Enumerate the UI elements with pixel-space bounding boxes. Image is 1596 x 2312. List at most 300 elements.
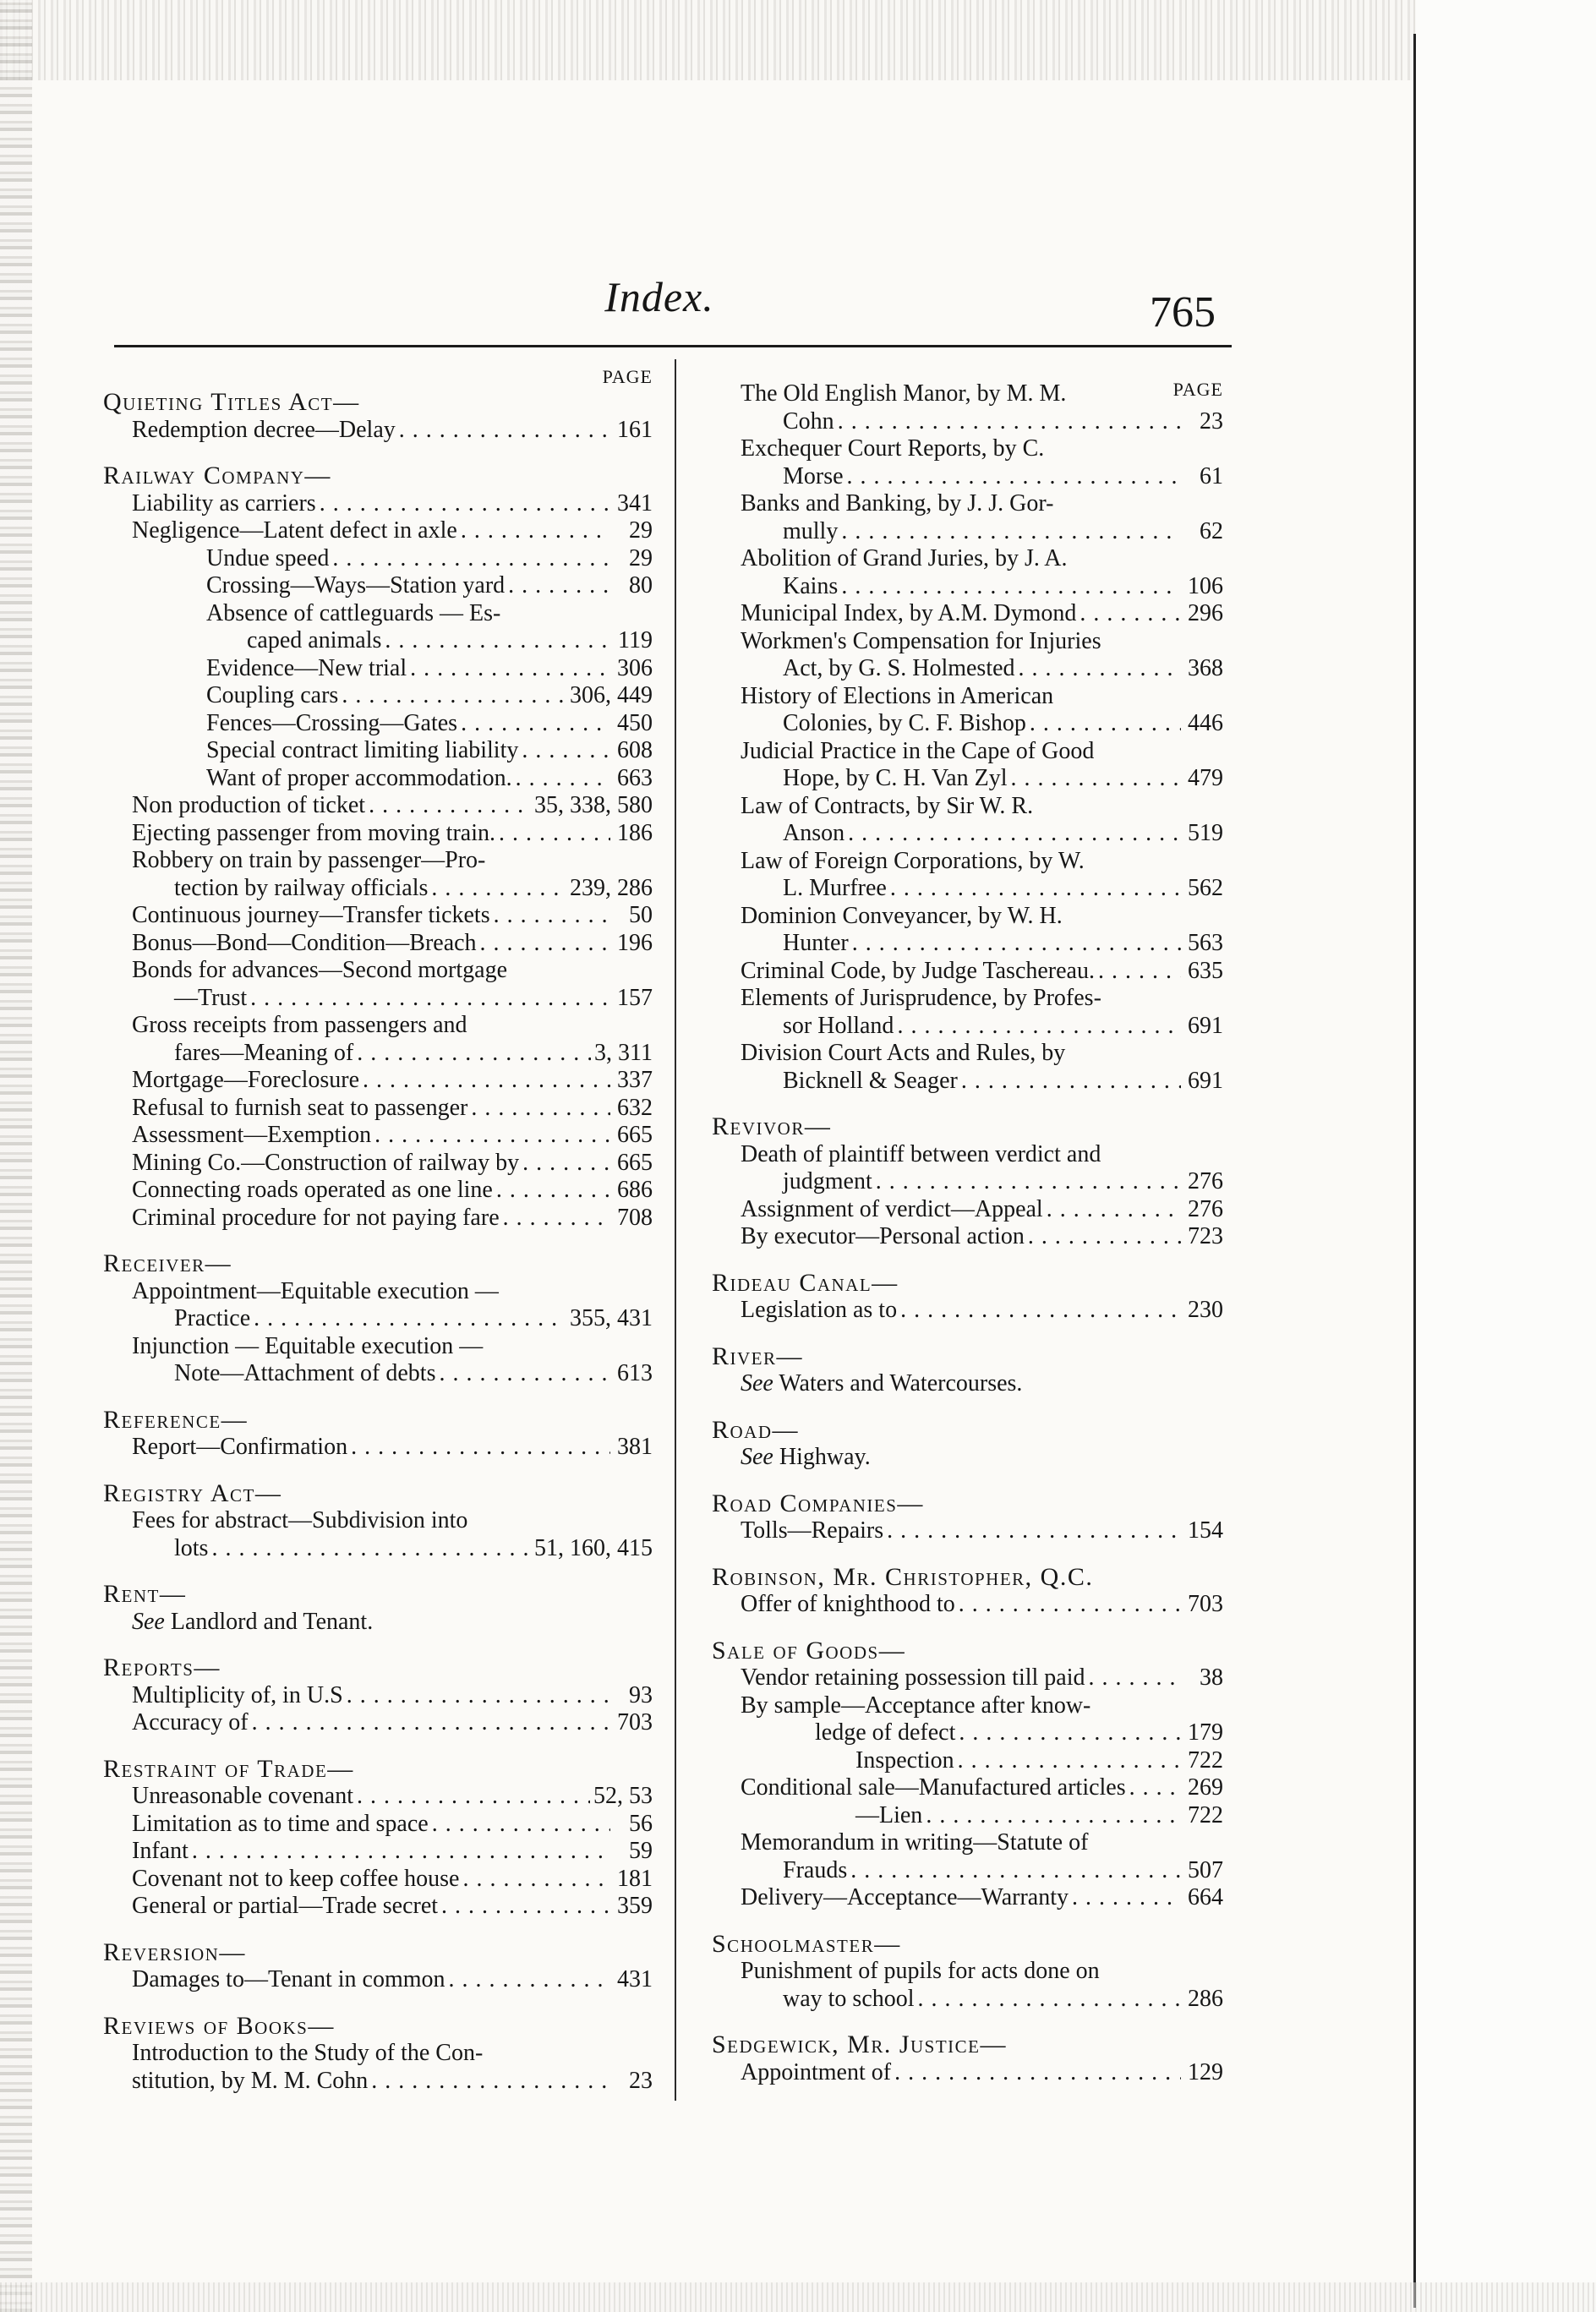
- leader-dots: [254, 1305, 566, 1333]
- index-entry: [103, 1150, 653, 1178]
- index-entry: [103, 902, 653, 930]
- index-heading: Reference—: [103, 1405, 249, 1434]
- leader-dots: [1030, 710, 1181, 738]
- index-entry-text: Act, by G. S. Holmested: [783, 655, 1015, 681]
- index-entry: [712, 1370, 1223, 1398]
- index-entry: [712, 1664, 1223, 1692]
- leader-dots: [252, 1709, 610, 1737]
- index-entry-text: ledge of defect: [815, 1719, 956, 1746]
- index-entry: [712, 1040, 1223, 1068]
- index-entry: [712, 1168, 1223, 1196]
- index-entry-page: 368: [1188, 655, 1223, 681]
- leader-dots: [522, 737, 610, 765]
- index-entry: [103, 1360, 653, 1388]
- index-column-right: PAGE The Old English Manor, by M. M. Cohn . . . 23 Exchequer Court Reports, by C. Morse . . . 61 Banks and Banking, by J. J. Gor- mully . . . 62 Abolition of Grand Juries, by J. A. Kains . . . 106 Municipal Index, by A.M. Dymond . . . 296 Workmen's Compensation for Injuries Act, by G. S. Holmested . . . 368 History of Elections in American Colonies, by C. F. Bishop . . . 446 Judicial Practice in the Cape of Good Hope, by C. H. Van Zyl . . . 479 Law of Contracts, by Sir W. R. Anson . . . 519 Law of Foreign Corporations, by W. L. Murfree . . . 562 Dominion Conveyancer, by W. H. Hunter . . . 563 Criminal Code, by Judge Taschereau. . . . 635 Elements of Jurisprudence, by Profes- sor Holland . . . 691 Division Court Acts and Rules, by Bicknell & Seager . . . 691 Revivor— Death of plaintiff between verdict and judgment . . . 276 Assignment of verdict—Appeal . . . 276 By executor—Personal action . . . 723 Rideau Canal— Legislation as to . . . 230 River— See Waters and Watercourses. Road— See Highway. Road Companies— Tolls—Repairs . . . 154 Robinson, Mr. Christopher, Q.C. Offer of knighthood to . . . 703 Sale of Goods— Vendor retaining possession till paid . . . 38 By sample—Acceptance after know- ledge of defect . . . 179 Inspection . . . 722 Conditional sale—Manufactured articles . . . 269 —Lien . . . 722 Memorandum in writing—Statute of Frauds . . . 507 Delivery—Acceptance—Warranty . . . 664 Schoolmaster— Punishment of pupils for acts done on way to school . . . 286 Sedgewick, Mr. Justice— Appointment of . . . 129: [712, 363, 1223, 2086]
- index-entry: [712, 765, 1223, 793]
- leader-dots: [399, 417, 610, 445]
- index-entry-page: 286: [1188, 1985, 1223, 2012]
- index-entry-page: 38: [1200, 1664, 1223, 1691]
- index-entry: [712, 1692, 1223, 1720]
- index-entry-page: 269: [1188, 1774, 1223, 1801]
- index-entry-page: 691: [1188, 1012, 1223, 1039]
- index-entry-page: 691: [1188, 1067, 1223, 1094]
- leader-dots: [363, 1067, 610, 1095]
- index-entry-page: 563: [1188, 930, 1223, 956]
- leader-dots: [1072, 1884, 1181, 1912]
- leader-dots: [850, 1857, 1181, 1885]
- leader-dots: [841, 573, 1181, 601]
- index-entry-text: Elements of Jurisprudence, by Profes-: [741, 985, 1101, 1011]
- index-entry-text: Conditional sale—Manufactured articles: [741, 1774, 1126, 1801]
- leader-dots: [847, 463, 1181, 491]
- index-entry: [103, 985, 653, 1013]
- index-heading: Reports—: [103, 1653, 221, 1681]
- index-entry-text: Kains: [783, 572, 839, 599]
- index-entry: [712, 1747, 1223, 1775]
- leader-dots: [471, 1095, 610, 1123]
- index-entry-page: 51, 160, 415: [534, 1534, 653, 1561]
- index-entry-text: stitution, by M. M. Cohn: [132, 2067, 369, 2094]
- index-entry-text: Offer of knighthood to: [741, 1591, 955, 1617]
- see-reference-target: Highway.: [773, 1444, 871, 1470]
- index-entry-page: 446: [1188, 710, 1223, 736]
- leader-dots: [522, 1150, 610, 1178]
- index-entry: [103, 1609, 653, 1637]
- index-entry-page: 708: [617, 1204, 653, 1231]
- index-entry-text: Tolls—Repairs: [741, 1517, 884, 1544]
- index-entry-text: Covenant not to keep coffee house: [132, 1865, 460, 1892]
- scan-noise-left: [0, 0, 32, 2312]
- index-entry-text: Liability as carriers: [132, 489, 316, 517]
- index-entry-text: Mortgage—Foreclosure: [132, 1067, 360, 1093]
- index-entry: [712, 628, 1223, 656]
- leader-dots: [516, 765, 610, 793]
- index-entry: [712, 1223, 1223, 1251]
- index-entry: [712, 518, 1223, 546]
- index-entry-page: 59: [629, 1838, 653, 1864]
- leader-dots: [431, 875, 566, 903]
- index-entry-page: 154: [1188, 1517, 1223, 1544]
- index-entry-text: —Trust: [174, 984, 248, 1011]
- index-heading: Road Companies—: [712, 1489, 924, 1517]
- index-entry-page: 306, 449: [570, 682, 653, 708]
- index-entry-text: Mining Co.—Construction of railway by: [132, 1149, 520, 1176]
- index-entry: [103, 1095, 653, 1123]
- index-entry-text: mully: [783, 517, 839, 544]
- index-entry: [103, 1177, 653, 1205]
- index-heading: River—: [712, 1342, 804, 1370]
- index-entry-page: 3, 311: [594, 1039, 653, 1066]
- index-entry: [712, 930, 1223, 958]
- index-entry: [103, 682, 653, 710]
- index-entry-page: 106: [1188, 572, 1223, 599]
- see-reference-target: Waters and Watercourses.: [773, 1370, 1023, 1396]
- index-entry-text: fares—Meaning of: [174, 1039, 354, 1066]
- index-entry: [103, 1040, 653, 1068]
- leader-dots: [374, 1122, 610, 1150]
- index-entry-text: Vendor retaining possession till paid: [741, 1664, 1085, 1691]
- index-entry-page: 296: [1188, 600, 1223, 626]
- index-heading: Receiver—: [103, 1249, 232, 1277]
- index-entry: [712, 435, 1223, 463]
- leader-dots: [211, 1535, 531, 1563]
- index-entry: [712, 985, 1223, 1013]
- index-entry: [712, 793, 1223, 821]
- index-entry-text: Introduction to the Study of the Con-: [132, 2040, 484, 2066]
- index-entry: [712, 1297, 1223, 1325]
- index-heading: Revivor—: [712, 1112, 832, 1140]
- leader-dots: [841, 518, 1181, 546]
- index-entry-text: Robbery on train by passenger—Pro-: [132, 847, 486, 873]
- leader-dots: [1010, 765, 1181, 793]
- index-entry-text: Frauds: [783, 1856, 848, 1883]
- index-entry-page: 23: [629, 2067, 653, 2094]
- index-entry-page: 93: [629, 1681, 653, 1708]
- leader-dots: [852, 930, 1181, 958]
- index-entry-text: Judicial Practice in the Cape of Good: [741, 737, 1095, 764]
- index-entry-page: 337: [617, 1067, 653, 1093]
- index-entry-text: Limitation as to time and space: [132, 1810, 429, 1837]
- index-entry-text: Abolition of Grand Juries, by J. A.: [741, 545, 1068, 571]
- index-entry-page: 119: [618, 627, 653, 653]
- index-entry-page: 479: [1188, 765, 1223, 791]
- leader-dots: [926, 1802, 1181, 1830]
- leader-dots: [357, 1783, 590, 1811]
- index-entry-text: Death of plaintiff between verdict and: [741, 1140, 1101, 1167]
- index-entry: [103, 1278, 653, 1306]
- leader-dots: [1019, 655, 1181, 683]
- index-entry-text: Punishment of pupils for acts done on: [741, 1958, 1100, 1984]
- index-entry: [712, 655, 1223, 683]
- leader-dots: [410, 655, 610, 683]
- index-entry-text: Bicknell & Seager: [783, 1067, 958, 1094]
- index-entry-text: Exchequer Court Reports, by C.: [741, 435, 1045, 462]
- index-entry-text: Continuous journey—Transfer tickets: [132, 902, 490, 928]
- leader-dots: [332, 545, 610, 573]
- index-entry: [712, 1986, 1223, 2014]
- index-entry: [712, 1196, 1223, 1224]
- index-entry: [103, 792, 653, 820]
- index-entry: [103, 710, 653, 738]
- index-entry: [712, 848, 1223, 876]
- index-entry-page: 722: [1188, 1801, 1223, 1828]
- index-entry: [103, 1709, 653, 1737]
- index-entry: [103, 545, 653, 573]
- index-entry-page: 355, 431: [570, 1305, 653, 1331]
- leader-dots: [461, 517, 610, 545]
- leader-dots: [503, 1205, 610, 1233]
- index-entry: [103, 417, 653, 445]
- leader-dots: [1079, 600, 1181, 628]
- index-entry-page: 35, 338, 580: [534, 792, 653, 818]
- index-entry: [712, 1068, 1223, 1096]
- leader-dots: [369, 792, 531, 820]
- leader-dots: [890, 875, 1181, 903]
- index-entry-text: By executor—Personal action: [741, 1223, 1025, 1249]
- leader-dots: [357, 1040, 591, 1068]
- index-entry-page: 613: [617, 1360, 653, 1386]
- scan-page-margin-right: [1416, 0, 1596, 2312]
- index-entry-page: 161: [617, 416, 653, 443]
- index-entry: [103, 627, 653, 655]
- index-entry-page: 450: [617, 709, 653, 736]
- index-entry: [103, 2068, 653, 2096]
- index-entry-page: 635: [1188, 957, 1223, 984]
- index-entry-page: 306: [617, 654, 653, 681]
- index-heading: Rideau Canal—: [712, 1268, 899, 1297]
- index-entry-text: Absence of cattleguards — Es-: [206, 599, 501, 626]
- index-entry: [712, 1958, 1223, 1986]
- index-entry: [712, 490, 1223, 518]
- leader-dots: [958, 1747, 1181, 1775]
- index-entry: [712, 463, 1223, 491]
- index-entry: [712, 710, 1223, 738]
- scan-noise-top: [0, 0, 1596, 80]
- index-entry-page: 722: [1188, 1746, 1223, 1774]
- index-entry-text: judgment: [783, 1168, 872, 1194]
- index-entry-text: sor Holland: [783, 1012, 894, 1039]
- index-entry: [712, 1591, 1223, 1619]
- leader-dots: [385, 627, 610, 655]
- index-entry-page: 276: [1188, 1168, 1223, 1194]
- index-entry-page: 703: [617, 1709, 653, 1735]
- index-entry-page: 665: [617, 1122, 653, 1148]
- index-entry-page: 230: [1188, 1297, 1223, 1323]
- index-heading: Railway Company—: [103, 462, 331, 489]
- index-entry-page: 664: [1188, 1884, 1223, 1910]
- index-entry: [712, 600, 1223, 628]
- index-entry-text: Hunter: [783, 930, 849, 956]
- index-entry-text: Undue speed: [206, 544, 330, 571]
- index-entry-page: 381: [617, 1434, 653, 1460]
- index-entry-page: 157: [617, 984, 653, 1011]
- index-entry-page: 62: [1200, 517, 1223, 544]
- index-entry-text: Criminal Code, by Judge Taschereau.: [741, 957, 1095, 984]
- leader-dots: [897, 1013, 1181, 1041]
- index-heading: Registry Act—: [103, 1478, 282, 1507]
- index-entry-text: Crossing—Ways—Station yard: [206, 572, 506, 598]
- index-entry: [712, 1802, 1223, 1830]
- index-entry-text: Infant: [132, 1838, 189, 1864]
- see-reference-label: See: [741, 1444, 773, 1470]
- leader-dots: [441, 1893, 610, 1921]
- index-entry-text: Redemption decree—Delay: [132, 416, 396, 443]
- leader-dots: [900, 1297, 1181, 1325]
- index-entry: [103, 765, 653, 793]
- index-entry: [103, 600, 653, 628]
- index-entry-text: Connecting roads operated as one line: [132, 1177, 493, 1203]
- index-entry: [103, 1893, 653, 1921]
- leader-dots: [887, 1517, 1181, 1545]
- index-entry-page: 632: [617, 1094, 653, 1121]
- index-entry-text: Evidence—New trial: [206, 654, 407, 681]
- index-entry-page: 665: [617, 1149, 653, 1176]
- leader-dots: [894, 2059, 1181, 2087]
- index-entry: [103, 820, 653, 848]
- index-entry-text: Accuracy of: [132, 1709, 249, 1735]
- index-entry-text: Legislation as to: [741, 1297, 898, 1323]
- index-entry-text: L. Murfree: [783, 875, 887, 901]
- index-entry-page: 80: [629, 572, 653, 598]
- leader-dots: [192, 1838, 610, 1866]
- index-entry-text: Appointment of: [741, 2058, 892, 2085]
- index-entry: [103, 1966, 653, 1994]
- leader-dots: [499, 820, 610, 848]
- index-entry: [712, 1517, 1223, 1545]
- index-entry-text: Morse: [783, 462, 844, 489]
- index-entry: [712, 738, 1223, 766]
- index-entry: [103, 1205, 653, 1233]
- index-heading: Rent—: [103, 1580, 187, 1608]
- index-heading: Quieting Titles Act—: [103, 388, 360, 416]
- index-entry-page: 562: [1188, 875, 1223, 901]
- index-heading: Schoolmaster—: [712, 1929, 901, 1958]
- index-entry-text: Gross receipts from passengers and: [132, 1012, 467, 1038]
- index-entry-text: Fences—Crossing—Gates: [206, 709, 458, 736]
- index-heading: Road—: [712, 1415, 800, 1444]
- index-entry-page: 519: [1188, 820, 1223, 846]
- index-entry-text: Report—Confirmation: [132, 1434, 348, 1460]
- leader-dots: [449, 1966, 610, 1994]
- index-entry-page: 181: [617, 1865, 653, 1892]
- see-reference-label: See: [741, 1370, 773, 1396]
- index-entry-text: Anson: [783, 820, 845, 846]
- index-entry-text: Hope, by C. H. Van Zyl: [783, 765, 1008, 791]
- leader-dots: [371, 2068, 610, 2096]
- page-column-label: PAGE: [602, 366, 653, 387]
- index-entry-text: Law of Foreign Corporations, by W.: [741, 847, 1085, 874]
- index-entry-text: Assignment of verdict—Appeal: [741, 1195, 1043, 1222]
- index-entry-text: Bonus—Bond—Condition—Breach: [132, 929, 477, 956]
- header-rule: [114, 345, 1232, 347]
- leader-dots: [1098, 958, 1181, 986]
- index-entry: [103, 1507, 653, 1535]
- index-heading: Sale of Goods—: [712, 1636, 906, 1664]
- leader-dots: [347, 1682, 610, 1710]
- index-entry: [712, 408, 1223, 436]
- leader-dots: [439, 1360, 610, 1388]
- leader-dots: [494, 902, 610, 930]
- index-entry-text: Division Court Acts and Rules, by: [741, 1040, 1066, 1066]
- index-heading: Reversion—: [103, 1938, 246, 1966]
- index-entry: [103, 1682, 653, 1710]
- leader-dots: [838, 408, 1181, 436]
- index-entry-text: Banks and Banking, by J. J. Gor-: [741, 490, 1054, 517]
- index-entry-text: The Old English Manor, by M. M.: [741, 380, 1067, 407]
- index-entry-text: Bonds for advances—Second mortgage: [132, 957, 507, 983]
- index-entry-page: 23: [1200, 407, 1223, 435]
- page-title: Index.: [604, 273, 714, 320]
- index-heading: Restraint of Trade—: [103, 1754, 354, 1783]
- leader-dots: [462, 1866, 610, 1894]
- leader-dots: [461, 710, 610, 738]
- index-entry-text: tection by railway officials: [174, 874, 429, 901]
- index-entry-page: 29: [629, 544, 653, 571]
- index-entry-page: 56: [629, 1810, 653, 1837]
- index-entry-text: Cohn: [783, 407, 834, 435]
- index-entry-page: 179: [1188, 1719, 1223, 1746]
- leader-dots: [961, 1068, 1181, 1096]
- index-entry: [103, 1838, 653, 1866]
- index-entry-text: Delivery—Acceptance—Warranty: [741, 1884, 1069, 1910]
- index-entry: [712, 380, 1223, 408]
- index-entry-text: Non production of ticket: [132, 792, 366, 818]
- index-entry: [103, 1122, 653, 1150]
- leader-dots: [508, 572, 610, 600]
- scan-noise-bottom: [0, 2282, 1596, 2312]
- index-entry-text: Negligence—Latent defect in axle: [132, 517, 457, 544]
- index-entry-text: Special contract limiting liability: [206, 737, 519, 763]
- see-reference-target: Landlord and Tenant.: [164, 1608, 374, 1635]
- index-entry: [103, 1535, 653, 1563]
- index-entry: [712, 545, 1223, 573]
- leader-dots: [432, 1811, 610, 1839]
- leader-dots: [918, 1986, 1181, 2014]
- index-entry-text: Assessment—Exemption: [132, 1122, 372, 1148]
- index-entry-page: 686: [617, 1177, 653, 1203]
- index-entry-text: Coupling cars: [206, 682, 339, 708]
- leader-dots: [320, 490, 610, 518]
- index-entry-text: Workmen's Compensation for Injuries: [741, 627, 1101, 654]
- index-entry: [103, 517, 653, 545]
- index-entry-page: 507: [1188, 1856, 1223, 1883]
- leader-dots: [342, 682, 566, 710]
- index-entry: [103, 1811, 653, 1839]
- index-entry: [712, 1884, 1223, 1912]
- index-entry-text: Inspection: [855, 1746, 954, 1774]
- index-entry-text: Memorandum in writing—Statute of: [741, 1829, 1089, 1856]
- index-entry: [103, 737, 653, 765]
- index-entry: [712, 1444, 1223, 1472]
- leader-dots: [876, 1168, 1181, 1196]
- reviews-of-books-continued: [712, 380, 1223, 1095]
- index-entry-text: Practice: [174, 1305, 251, 1331]
- index-entry-page: 276: [1188, 1195, 1223, 1222]
- index-entry-text: Fees for abstract—Subdivision into: [132, 1507, 468, 1533]
- index-entry-text: Appointment—Equitable execution —: [132, 1277, 499, 1304]
- index-entry-page: 341: [617, 489, 653, 517]
- leader-dots: [1129, 1774, 1181, 1802]
- index-entry-text: Note—Attachment of debts: [174, 1360, 436, 1386]
- index-entry: [103, 1866, 653, 1894]
- index-entry-page: 186: [617, 819, 653, 846]
- index-entry: [103, 490, 653, 518]
- index-entry-page: 196: [617, 929, 653, 956]
- index-entry: [103, 1067, 653, 1095]
- index-entry: [712, 958, 1223, 986]
- index-entry: [103, 957, 653, 985]
- index-entry: [712, 1857, 1223, 1885]
- index-entry-page: 608: [617, 737, 653, 763]
- index-entry: [712, 1829, 1223, 1857]
- index-entry-page: 29: [629, 517, 653, 544]
- index-entry-page: 52, 53: [593, 1783, 653, 1809]
- index-entry: [103, 875, 653, 903]
- index-entry-text: Refusal to furnish seat to passenger: [132, 1094, 468, 1121]
- page-number: 765: [1150, 288, 1216, 336]
- index-entry-text: General or partial—Trade secret: [132, 1893, 439, 1919]
- index-entry: [103, 1012, 653, 1040]
- index-entry-text: Multiplicity of, in U.S: [132, 1681, 343, 1708]
- index-entry: [103, 930, 653, 958]
- index-entry-page: 431: [617, 1966, 653, 1992]
- index-entry-text: —Lien: [855, 1801, 923, 1828]
- index-entry-text: Ejecting passenger from moving train.: [132, 819, 495, 846]
- index-entry: [712, 573, 1223, 601]
- index-entry: [103, 1434, 653, 1462]
- index-entry-text: Damages to—Tenant in common: [132, 1966, 445, 1992]
- index-entry-text: History of Elections in American: [741, 682, 1054, 709]
